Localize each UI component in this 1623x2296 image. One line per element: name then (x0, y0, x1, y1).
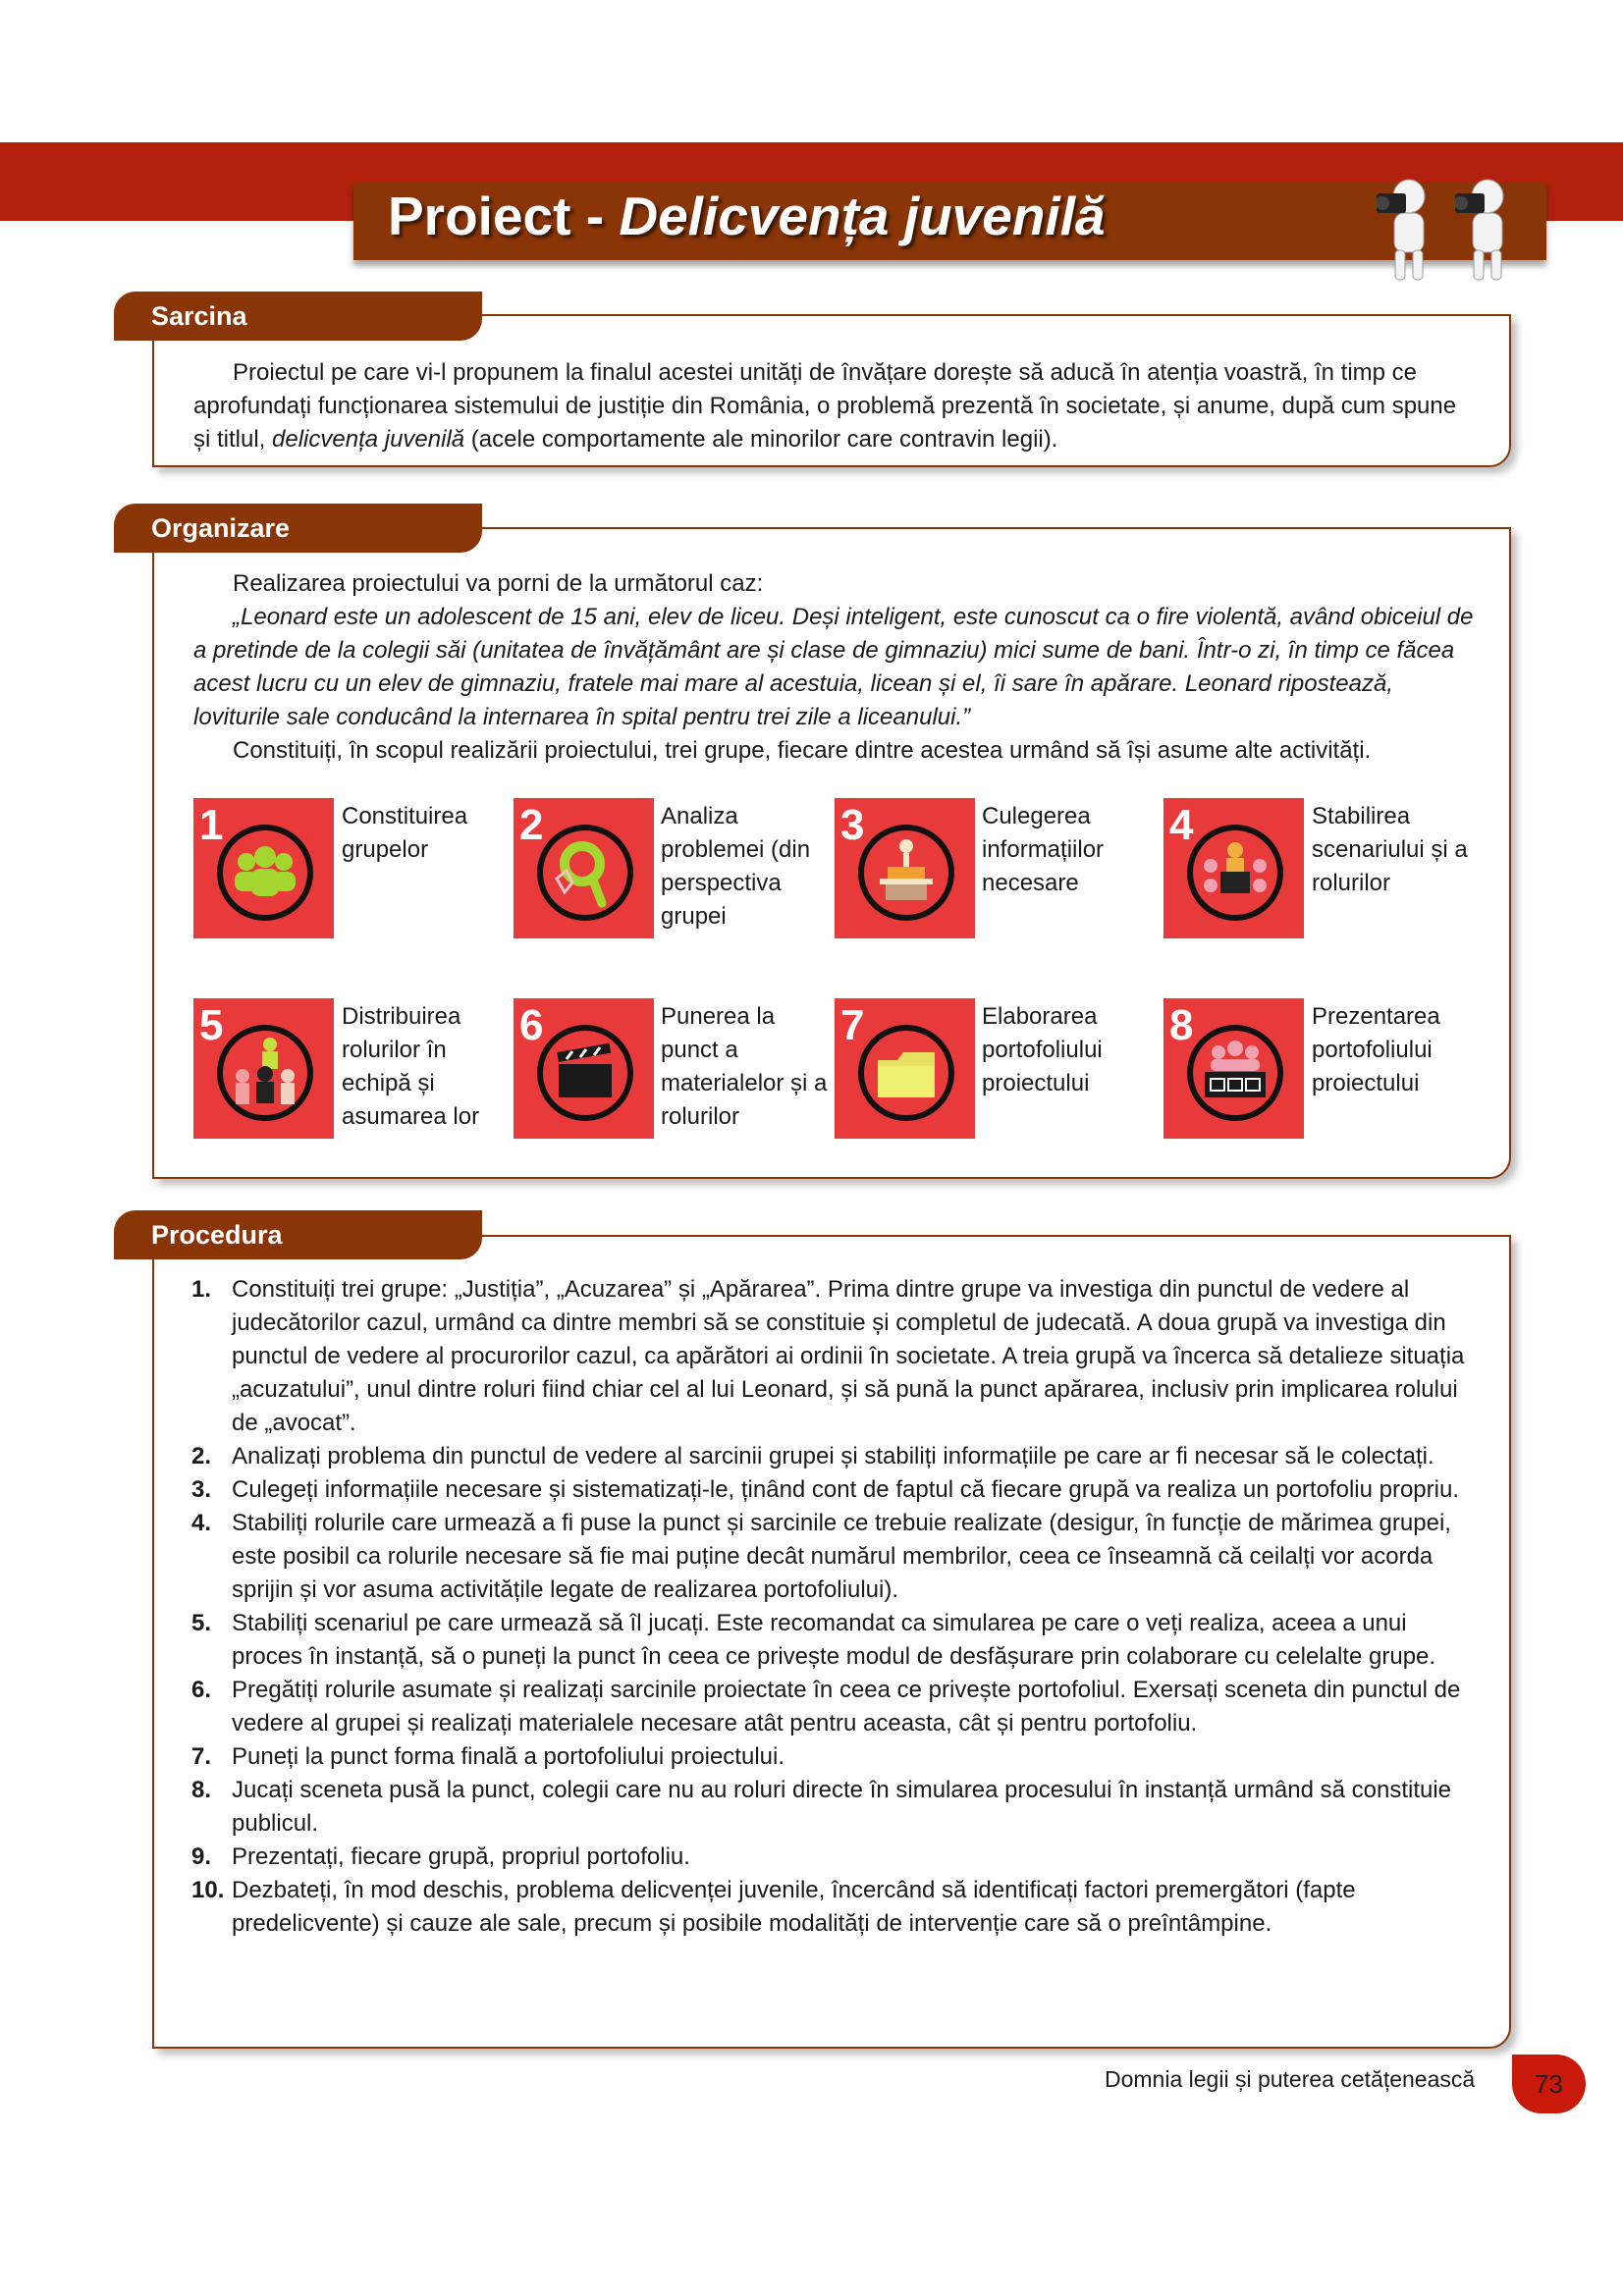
page-title: Proiect - Delicvența juvenilă (388, 186, 1106, 246)
list-item: 3. Culegeți informațiile necesare și sistematizați-le, ținând cont de faptul că fiecare grupă va realiza un portofoliu propriu. (191, 1476, 1459, 1503)
step-7-icon-tile: 7 (835, 998, 975, 1139)
list-item: 10. Dezbateți, în mod deschis, problema delicvenței juvenile, încercând să identificați factori premergători (fapte predelicvente) și cauze ale sale, precum și posibile modalități de intervenție care să o preîntâmpine. (191, 1877, 1356, 1937)
meeting-icon (1187, 825, 1283, 921)
clapperboard-icon (537, 1025, 633, 1121)
list-item: 9. Prezentați, fiecare grupă, propriul portofoliu. (191, 1843, 690, 1870)
step-2-label: Analiza problemei (din perspectiva grupei (661, 803, 811, 930)
list-item: 2. Analizați problema din punctul de vedere al sarcinii grupei și stabiliți informațiile pe care ar fi necesar să le colectați. (191, 1443, 1434, 1469)
sarcina-heading: Sarcina (114, 292, 482, 341)
step-8-label: Prezentarea portofoliului proiectului (1312, 1003, 1440, 1096)
organizare-intro: Realizarea proiectului va porni de la următorul caz: (233, 570, 764, 597)
step-4-label: Stabilirea scenariului și a rolurilor (1312, 803, 1468, 896)
procedura-heading: Procedura (114, 1210, 482, 1259)
list-item: 6. Pregătiți rolurile asumate și realizați sarcinile proiectate în ceea ce privește portofoliul. Exersați sceneta din punctul de vedere al grupei și realizați materialele necesare atât pentru aceasta, cât și pentru portofoliu. (191, 1677, 1461, 1736)
step-4-icon-tile: 4 (1163, 798, 1304, 938)
desk-lamp-icon (858, 825, 954, 921)
case-text: „Leonard este un adolescent de 15 ani, elev de liceu. Deși inteligent, este cunoscut ca o fire violentă, având obiceiul de a pretinde de la colegii săi (unitatea de învățământ are și clase de gimnaziu) mici sume de bani. Într-o zi, în timp ce făcea acest lucru cu un elev de gimnaziu, fratele mai mare al acestuia, licean și el, îi sare în apărare. Leonard ripostează, loviturile sale conducând la internarea în spital pentru trei zile a liceanului.” (193, 604, 1474, 730)
organizare-heading: Organizare (114, 504, 482, 553)
step-1-icon-tile: 1 (193, 798, 334, 938)
list-item: 8. Jucați sceneta pusă la punct, colegii care nu au roluri directe în simularea procesului în instanță urmând să constituie publicul. (191, 1777, 1452, 1837)
list-item: 4. Stabiliți rolurile care urmează a fi puse la punct și sarcinile ce trebuie realizate (desigur, în funcție de mărimea grupei, este posibil ca rolurile necesare să fie mai puține decât numărul membrilor, ceea ce înseamnă că ceilalți vor acorda sprijin și vor asuma activitățile legate de realizarea portofoliului). (191, 1510, 1451, 1603)
step-8-icon-tile: 8 (1163, 998, 1304, 1139)
group-icon (217, 825, 313, 921)
procedure-list (191, 1273, 1478, 1941)
organizare-text (193, 567, 1475, 768)
footer-text: Domnia legii și puterea cetățenească (1105, 2066, 1476, 2092)
page-number: 73 (1512, 2055, 1586, 2113)
step-3-icon-tile: 3 (835, 798, 975, 938)
sarcina-text: Proiectul pe care vi-l propunem la finalul acestei unități de învățare dorește să aducă în atenția voastră, în timp ce aprofundați funcționarea sistemului de justiție din România, o problemă prezentă în societate, și anume, după cum spune și titlul, delicvența juvenilă (acele comportamente ale minorilor care contravin legii). (193, 359, 1457, 453)
step-2-icon-tile: 2 (514, 798, 654, 938)
step-3-label: Culegerea informațiilor necesare (982, 803, 1105, 896)
list-item: 5. Stabiliți scenariul pe care urmează să îl jucați. Este recomandat ca simularea pe care o veți realiza, aceea a unui proces în instanță, să o puneți la punct în ceea ce privește modul de desfășurare prin colaborare cu celelalte grupe. (191, 1610, 1436, 1670)
list-item: 7. Puneți la punct forma finală a portofoliului proiectului. (191, 1743, 784, 1770)
organizare-closing: Constituiți, în scopul realizării proiectului, trei grupe, fiecare dintre acestea urmând să își asume alte activități. (233, 737, 1372, 764)
step-6-icon-tile: 6 (514, 998, 654, 1139)
step-7-label: Elaborarea portofoliului proiectului (982, 1003, 1103, 1096)
magnifier-icon (537, 825, 633, 921)
step-6-label: Punerea la punct a materialelor și a rolurilor (661, 1003, 828, 1130)
team-roles-icon (217, 1025, 313, 1121)
step-5-icon-tile: 5 (193, 998, 334, 1139)
step-5-label: Distribuirea rolurilor în echipă și asumarea lor (342, 1003, 480, 1130)
list-item: 1. Constituiți trei grupe: „Justiția”, „Acuzarea” și „Apărarea”. Prima dintre grupe va investiga din punctul de vedere al judecătorilor cazul, urmând ca dintre membri să se constituie și completul de judecată. A doua grupă va investiga din punctul de vedere al procurorilor cazul, ca apărători ai ordinii în societate. A treia grupă va încerca să detalieze situația „acuzatului”, unul dintre roluri fiind chiar cel al lui Leonard, și să pună la punct apărarea, inclusiv prin implicarea rolului de „avocat”. (191, 1276, 1465, 1436)
camera-figures-illustration (1365, 172, 1532, 285)
folder-icon (858, 1025, 954, 1121)
step-1-label: Constituirea grupelor (342, 803, 468, 863)
presentation-icon (1187, 1025, 1283, 1121)
